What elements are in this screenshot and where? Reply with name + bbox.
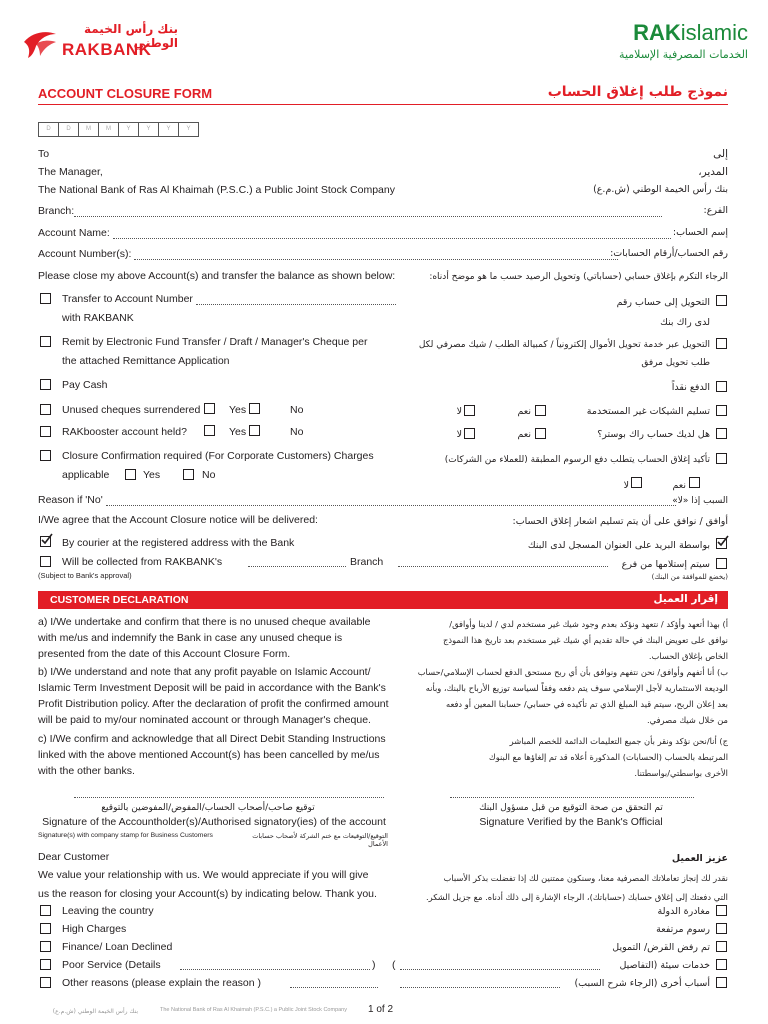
pay-cash-label-en: Pay Cash bbox=[62, 379, 108, 391]
confirm-no-label-ar: لا bbox=[623, 480, 629, 491]
title-underline bbox=[38, 104, 728, 105]
rakbank-bird-icon bbox=[22, 28, 58, 60]
page-number: 1 of 2 bbox=[368, 1004, 394, 1015]
declaration-line: بعد إعلان الربح، سيتم قيد المبلغ الذي تم تأكيده في حسابي/ حسابنا المعين أو دفعه bbox=[446, 699, 728, 709]
booster-yes-label-ar: نعم bbox=[517, 429, 531, 440]
cheques-yes-checkbox-en[interactable] bbox=[204, 403, 215, 414]
delivery-agree-ar: أوافق / نوافق على أن يتم تسليم اشعار إغلاق الحساب: bbox=[512, 516, 728, 527]
collect-checkbox-ar[interactable] bbox=[716, 558, 727, 569]
transfer-label-en-1: Transfer to Account Number bbox=[62, 293, 193, 305]
delivery-agree-en: I/We agree that the Account Closure notice will be delivered: bbox=[38, 514, 318, 526]
confirm-no-checkbox-en[interactable] bbox=[183, 469, 194, 480]
transfer-label-ar-2: لدى راك بنك bbox=[660, 317, 710, 328]
account-name-label-en: Account Name: bbox=[38, 227, 110, 239]
reason-declined-label-en: Finance/ Loan Declined bbox=[62, 941, 173, 953]
reason-other-checkbox-en[interactable] bbox=[40, 977, 51, 988]
cheques-label-en: Unused cheques surrendered bbox=[62, 404, 201, 416]
date-box[interactable]: Y bbox=[138, 122, 158, 137]
holder-signature-input[interactable] bbox=[74, 797, 384, 798]
collect-label-en: Will be collected from RAKBANK's bbox=[62, 556, 223, 568]
survey-intro-line: التي دفعتك إلى إغلاق حسابك (حساباتك)، الرجاء الإشارة إلى ذلك أدناه. مع جزيل الشكر. bbox=[425, 892, 728, 902]
date-box[interactable]: Y bbox=[158, 122, 178, 137]
declaration-title-en: CUSTOMER DECLARATION bbox=[50, 594, 189, 606]
remit-label-ar-2: طلب تحويل مرفق bbox=[641, 358, 710, 368]
confirm-no-label-en: No bbox=[202, 469, 216, 481]
to-label-ar: إلى bbox=[713, 148, 728, 160]
survey-intro-line: us the reason for closing your Account(s) by indicating below. Thank you. bbox=[38, 888, 377, 900]
reason-declined-checkbox-ar[interactable] bbox=[716, 941, 727, 952]
cheques-no-checkbox-ar[interactable] bbox=[464, 405, 475, 416]
declaration-line: will be paid to my/our nominated account or through Manager's cheque. bbox=[38, 714, 371, 726]
booster-no-checkbox-ar[interactable] bbox=[464, 428, 475, 439]
survey-intro-ar bbox=[388, 869, 728, 907]
declaration-line: Islamic Term Investment Deposit will be paid in accordance with the Bank's bbox=[38, 682, 386, 694]
branch-label-en: Branch: bbox=[38, 205, 75, 217]
rakislamic-brand-rak: RAK bbox=[633, 20, 681, 45]
remit-checkbox-en[interactable] bbox=[40, 336, 51, 347]
confirm-yes-label-ar: نعم bbox=[672, 480, 686, 491]
declaration-line: Profit Distribution policy. After the declaration of profit the confirmed amount bbox=[38, 698, 389, 710]
footer-small-ar: بنك رأس الخيمة الوطني (ش.م.ع) bbox=[52, 1008, 138, 1015]
reason-leaving-checkbox-en[interactable] bbox=[40, 905, 51, 916]
declaration-line: أ) بهذا أتعهد وأؤكد / نتعهد ونؤكد بعدم وجود شيك غير مستخدم لدي / لدينا وأوافق/ bbox=[449, 619, 728, 629]
date-boxes[interactable] bbox=[38, 122, 199, 137]
survey-intro-line: نقدر لك إنجاز تعاملاتك المصرفية معنا، وسنكون ممتنين لك إذا تفضلت بذكر الأسباب bbox=[443, 873, 728, 883]
booster-yes-checkbox-ar[interactable] bbox=[535, 428, 546, 439]
account-numbers-label-ar: رقم الحساب/أرقام الحسابات: bbox=[610, 248, 728, 259]
declaration-title-ar: إقرار العميل bbox=[653, 593, 718, 605]
paren-open: ( bbox=[392, 959, 396, 971]
paren-close: ) bbox=[372, 959, 376, 971]
transfer-checkbox-ar[interactable] bbox=[716, 295, 727, 306]
reason-label-ar: السبب إذا «لا» bbox=[672, 496, 728, 506]
declaration-a-en bbox=[38, 614, 371, 662]
rakbank-name-ar: بنك رأس الخيمة الوطني bbox=[83, 22, 178, 50]
branch-label-ar: الفرع: bbox=[703, 205, 728, 216]
date-box[interactable]: Y bbox=[118, 122, 138, 137]
reason-charges-label-en: High Charges bbox=[62, 923, 127, 935]
courier-label-en: By courier at the registered address with the Bank bbox=[62, 537, 295, 549]
booster-no-checkbox-en[interactable] bbox=[249, 425, 260, 436]
declaration-line: نوافق على تعويض البنك في حالة تقديم أي شيك غير مستخدم بعد تاريخ هذا النموذج bbox=[443, 635, 728, 645]
remit-label-ar-1: التحويل عبر خدمة تحويل الأموال إلكترونياً / كمبيالة الطلب / شيك مصرفي لكل bbox=[418, 340, 710, 350]
collect-branch-input[interactable] bbox=[248, 566, 346, 567]
confirm-checkbox-en[interactable] bbox=[40, 450, 51, 461]
bank-signature-input[interactable] bbox=[450, 797, 694, 798]
declaration-line: presented from the date of this Account Closure Form. bbox=[38, 648, 291, 660]
holder-signature-label-ar: توقيع صاحب/أصحاب الحساب/المفوض/المفوضين بالتوقيع bbox=[101, 803, 315, 813]
subject-label-ar: (يخضع للموافقة من البنك) bbox=[651, 573, 728, 581]
reason-other-checkbox-ar[interactable] bbox=[716, 977, 727, 988]
declaration-b-en bbox=[38, 664, 389, 728]
pay-cash-checkbox-en[interactable] bbox=[40, 379, 51, 390]
declaration-b-ar bbox=[388, 664, 728, 728]
confirm-label-en-2: applicable bbox=[62, 469, 110, 481]
transfer-label-en-2: with RAKBANK bbox=[62, 312, 134, 324]
rakbank-name-en: RAKBANK bbox=[62, 40, 152, 59]
remit-checkbox-ar[interactable] bbox=[716, 338, 727, 349]
stamp-label-ar: التوقيع/التوقيعات مع ختم الشركة لأصحاب حسابات الأعمال bbox=[252, 832, 388, 848]
date-box[interactable]: M bbox=[78, 122, 98, 137]
declaration-c-ar bbox=[388, 733, 728, 781]
dear-customer-ar: عزيز العميل bbox=[671, 853, 728, 864]
reason-declined-checkbox-en[interactable] bbox=[40, 941, 51, 952]
reason-other-label-en: Other reasons (please explain the reason ) bbox=[62, 977, 262, 989]
transfer-checkbox-en[interactable] bbox=[40, 293, 51, 304]
form-title-ar: نموذج طلب إغلاق الحساب bbox=[547, 84, 728, 100]
collect-branch-input-ar[interactable] bbox=[398, 566, 608, 567]
transfer-account-input[interactable] bbox=[196, 304, 396, 305]
date-box[interactable]: D bbox=[38, 122, 58, 137]
confirm-yes-label-en: Yes bbox=[143, 469, 161, 481]
declaration-line: with the other banks. bbox=[38, 765, 135, 777]
declaration-line: linked with the above mentioned Account(s) has been cancelled by me/us bbox=[38, 749, 380, 761]
date-box[interactable]: Y bbox=[178, 122, 199, 137]
rakislamic-logo bbox=[598, 20, 748, 64]
account-numbers-input[interactable] bbox=[134, 259, 618, 260]
declaration-line: b) I/We understand and note that any profit payable on Islamic Account/ bbox=[38, 666, 371, 678]
declaration-line: c) I/We confirm and acknowledge that all Direct Debit Standing Instructions bbox=[38, 733, 386, 745]
dear-customer-en: Dear Customer bbox=[38, 851, 110, 863]
instruction-ar: الرجاء التكرم بإغلاق حسابي (حساباتي) وتحويل الرصيد حسب ما هو موضح أدناه: bbox=[429, 272, 728, 282]
bank-signature-label-en: Signature Verified by the Bank's Official bbox=[479, 816, 663, 828]
reason-other-input-ar[interactable] bbox=[400, 987, 560, 988]
booster-yes-checkbox-en[interactable] bbox=[204, 425, 215, 436]
date-box[interactable]: M bbox=[98, 122, 118, 137]
transfer-label-ar-1: التحويل إلى حساب رقم bbox=[616, 297, 710, 308]
booster-no-label-ar: لا bbox=[456, 429, 462, 440]
reason-leaving-checkbox-ar[interactable] bbox=[716, 905, 727, 916]
reason-service-checkbox-en[interactable] bbox=[40, 959, 51, 970]
reason-input[interactable] bbox=[106, 505, 676, 506]
date-box[interactable]: D bbox=[58, 122, 78, 137]
confirm-yes-checkbox-ar[interactable] bbox=[689, 477, 700, 488]
reason-leaving-label-ar: مغادرة الدولة bbox=[657, 906, 710, 917]
collect-checkbox-en[interactable] bbox=[40, 556, 51, 567]
reason-declined-label-ar: تم رفض القرض/ التمويل bbox=[612, 942, 710, 953]
reason-service-input[interactable] bbox=[180, 969, 370, 970]
confirm-yes-checkbox-en[interactable] bbox=[125, 469, 136, 480]
cheques-yes-checkbox-ar[interactable] bbox=[535, 405, 546, 416]
bank-signature-label-ar: تم التحقق من صحة التوقيع من قبل مسؤول البنك bbox=[479, 803, 663, 813]
reason-other-label-ar: أسباب أخرى (الرجاء شرح السبب) bbox=[574, 978, 710, 989]
declaration-line: الأخرى بواسطتي/بواسطتنا. bbox=[634, 768, 728, 778]
cheques-no-checkbox-en[interactable] bbox=[249, 403, 260, 414]
collect-label-ar: سيتم إستلامها من فرع bbox=[621, 559, 710, 570]
declaration-line: الوديعة الاستثمارية لأجل الإسلامي سوف يتم دفعه وفقاً لسياسة توزيع الأرباح بالبنك، وبأنه bbox=[425, 683, 728, 693]
booster-label-en: RAKbooster account held? bbox=[62, 426, 187, 438]
reason-charges-checkbox-ar[interactable] bbox=[716, 923, 727, 934]
account-numbers-label-en: Account Number(s): bbox=[38, 248, 132, 260]
reason-service-label-en: Poor Service (Details bbox=[62, 959, 161, 971]
confirm-label-en-1: Closure Confirmation required (For Corporate Customers) Charges bbox=[62, 450, 374, 462]
reason-other-input[interactable] bbox=[290, 987, 378, 988]
instruction-en: Please close my above Account(s) and transfer the balance as shown below: bbox=[38, 270, 396, 282]
booster-checkbox-en[interactable] bbox=[40, 426, 51, 437]
reason-service-label-ar: خدمات سيئة (التفاصيل bbox=[619, 960, 710, 971]
rakislamic-brand-suffix: islamic bbox=[680, 20, 748, 45]
declaration-line: a) I/We undertake and confirm that there is no unused cheque available bbox=[38, 616, 371, 628]
declaration-line: الخاص بإغلاق الحساب. bbox=[648, 651, 728, 661]
bank-address-en: The National Bank of Ras Al Khaimah (P.S.C.) a Public Joint Stock Company bbox=[38, 184, 395, 196]
stamp-label-en: Signature(s) with company stamp for Business Customers bbox=[38, 832, 213, 839]
declaration-c-en bbox=[38, 731, 386, 779]
rakbank-logo bbox=[20, 22, 180, 66]
pay-cash-checkbox-ar[interactable] bbox=[716, 381, 727, 392]
reason-leaving-label-en: Leaving the country bbox=[62, 905, 154, 917]
to-label-en: To bbox=[38, 148, 50, 160]
declaration-line: ج) أنا/نحن نؤكد ونقر بأن جميع التعليمات الدائمة للخصم المباشر bbox=[509, 736, 728, 746]
cheques-checkbox-en[interactable] bbox=[40, 404, 51, 415]
confirm-label-ar: تأكيد إغلاق الحساب يتطلب دفع الرسوم المطبقة (للعملاء من الشركات) bbox=[444, 455, 710, 465]
pay-cash-label-ar: الدفع نقداً bbox=[671, 382, 710, 393]
check-icon bbox=[716, 535, 729, 548]
collect-branch-label-en: Branch bbox=[350, 556, 384, 568]
reason-charges-checkbox-en[interactable] bbox=[40, 923, 51, 934]
cheques-label-ar: تسليم الشيكات غير المستخدمة bbox=[586, 406, 710, 417]
manager-label-en: The Manager, bbox=[38, 166, 103, 178]
reason-charges-label-ar: رسوم مرتفعة bbox=[656, 924, 710, 935]
cheques-yes-label-en: Yes bbox=[229, 404, 247, 416]
booster-no-label-en: No bbox=[290, 426, 304, 438]
survey-intro-en bbox=[38, 866, 377, 904]
confirm-no-checkbox-ar[interactable] bbox=[631, 477, 642, 488]
declaration-line: المرتبطة بالحساب (الحسابات) المذكورة أعلاه قد تم إلغاؤها مع البنوك bbox=[488, 752, 728, 762]
rakislamic-subtitle-ar: الخدمات المصرفية الإسلامية bbox=[619, 48, 748, 61]
footer-small-en: The National Bank of Ras Al Khaimah (P.S.C.) a Public Joint Stock Company bbox=[160, 1007, 347, 1013]
confirm-checkbox-ar[interactable] bbox=[716, 453, 727, 464]
remit-label-en-1: Remit by Electronic Fund Transfer / Draft / Manager's Cheque per bbox=[62, 336, 368, 348]
manager-label-ar: المدير، bbox=[698, 166, 728, 178]
cheques-checkbox-ar[interactable] bbox=[716, 405, 727, 416]
declaration-banner bbox=[38, 591, 728, 609]
declaration-line: من خلال شيك مصرفي. bbox=[647, 715, 728, 725]
declaration-line: with me/us and indemnify the Bank in case any unused cheque is bbox=[38, 632, 343, 644]
holder-signature-label-en: Signature of the Accountholder(s)/Authorised signatory(ies) of the account bbox=[42, 816, 386, 828]
booster-checkbox-ar[interactable] bbox=[716, 428, 727, 439]
account-name-input[interactable] bbox=[113, 238, 671, 239]
cheques-yes-label-ar: نعم bbox=[517, 406, 531, 417]
bank-address-ar: بنك رأس الخيمة الوطني (ش.م.ع) bbox=[593, 184, 728, 195]
account-name-label-ar: إسم الحساب: bbox=[672, 227, 728, 238]
form-title-en: ACCOUNT CLOSURE FORM bbox=[38, 86, 213, 101]
booster-label-ar: هل لديك حساب راك بوستر؟ bbox=[597, 429, 710, 440]
reason-label-en: Reason if 'No' bbox=[38, 494, 103, 506]
reason-service-input-ar[interactable] bbox=[400, 969, 600, 970]
remit-label-en-2: the attached Remittance Application bbox=[62, 355, 230, 367]
declaration-a-ar bbox=[388, 616, 728, 664]
cheques-no-label-ar: لا bbox=[456, 406, 462, 417]
subject-label-en: (Subject to Bank's approval) bbox=[38, 571, 132, 580]
courier-label-ar: بواسطة البريد على العنوان المسجل لدى البنك bbox=[527, 540, 710, 551]
reason-service-checkbox-ar[interactable] bbox=[716, 959, 727, 970]
declaration-line: ب) أنا أتفهم وأوافق/ نحن نتفهم ونوافق بأن أي ربح مستحق الدفع لحساب الإسلامي/حساب bbox=[417, 667, 728, 677]
booster-yes-label-en: Yes bbox=[229, 426, 247, 438]
cheques-no-label-en: No bbox=[290, 404, 304, 416]
survey-intro-line: We value your relationship with us. We would appreciate if you will give bbox=[38, 869, 369, 881]
check-icon bbox=[40, 533, 53, 546]
branch-input[interactable] bbox=[74, 216, 662, 217]
